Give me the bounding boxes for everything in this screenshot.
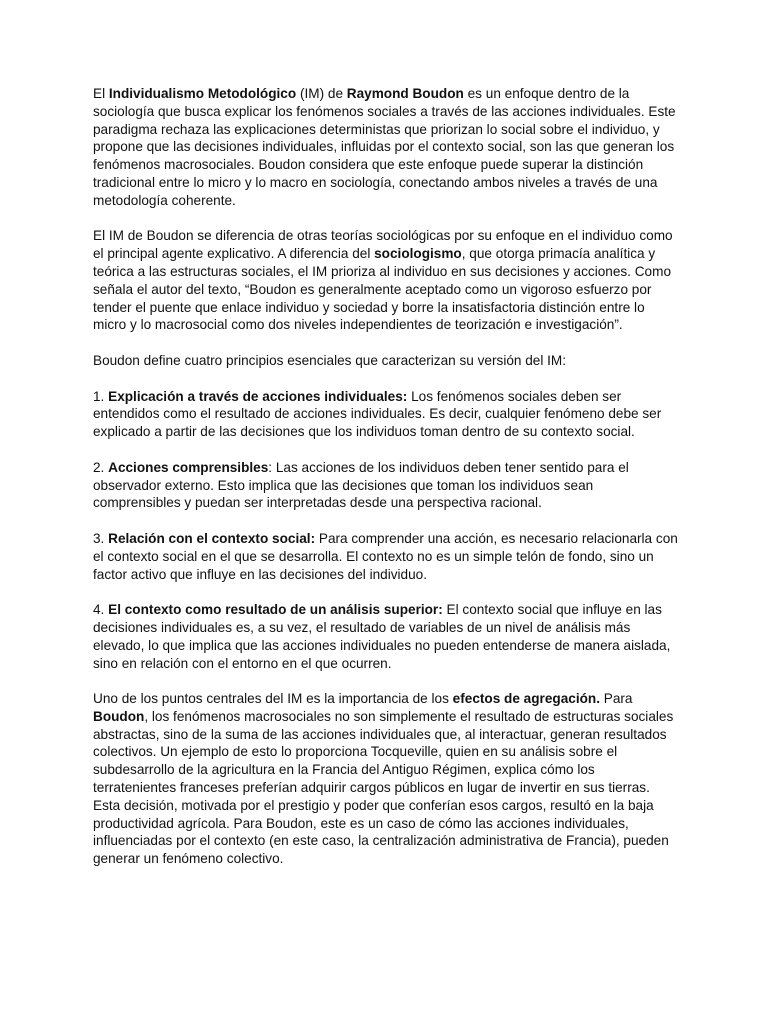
bold-term-efectos-agregacion: efectos de agregación.: [452, 691, 600, 707]
principle-title: El contexto como resultado de un análisis superior:: [108, 602, 443, 618]
principle-title: Relación con el contexto social:: [108, 530, 316, 546]
text-run: , que otorga primacía analítica y teórica a las estructuras sociales, el IM prioriza al individuo en sus decisiones y acciones. Como señala el autor del texto, “Boudon es generalmente aceptado como un vigoroso esfuerzo por tender el puente que enlace individuo y sociedad y borre la insatisfactoria distinción entre lo micro y lo macrosocial como dos niveles independientes de teorización e investigación”.: [93, 246, 671, 333]
text-run: Uno de los puntos centrales del IM es la importancia de los: [93, 691, 453, 707]
text-run: Boudon define cuatro principios esenciales que caracterizan su versión del IM:: [93, 352, 567, 368]
principle-number: 2.: [93, 459, 109, 475]
document-body: [93, 85, 678, 886]
bold-term-sociologismo: sociologismo: [374, 246, 462, 262]
principle-text: Los fenómenos sociales deben ser entendidos como el resultado de acciones individuales. Es decir, cualquier fenómeno debe ser explicado a partir de las decisiones que los individuos toman dentro de su contexto social.: [93, 388, 662, 440]
principle-text: El contexto social que influye en las decisiones individuales es, a su vez, el resultado de variables de un nivel de análisis más elevado, lo que implica que las acciones individuales no pueden entenderse de manera aislada, sino en relación con el entorno en el que ocurren.: [93, 602, 671, 671]
principle-item-4: [93, 601, 678, 672]
principle-title: Explicación a través de acciones individuales:: [108, 388, 408, 404]
bold-term-boudon: Boudon: [93, 708, 145, 724]
paragraph-intro: [93, 85, 678, 210]
text-run: El: [93, 86, 109, 101]
principle-text: : Las acciones de los individuos deben tener sentido para el observador externo. Esto implica que las decisiones que toman los individuos sean comprensibles y puedan ser interpretadas desde una perspectiva racional.: [93, 459, 629, 511]
principle-title: Acciones comprensibles: [108, 459, 269, 475]
text-run: Para: [600, 691, 633, 707]
principle-number: 4.: [93, 602, 109, 618]
paragraph-difference: [93, 227, 678, 334]
text-run: es un enfoque dentro de la sociología que busca explicar los fenómenos sociales a través de las acciones individuales. Este paradigma rechaza las explicaciones deterministas que priorizan lo social sobre el individuo, y propone que las decisiones individuales, influidas por el contexto social, son las que generan los fenómenos macrosociales. Boudon considera que este enfoque puede superar la distinción tradicional entre lo micro y lo macro en sociología, conectando ambos niveles a través de una metodología coherente.: [93, 86, 676, 208]
bold-term-individualismo: Individualismo Metodológico: [108, 86, 297, 101]
paragraph-aggregation: [93, 690, 678, 868]
principle-item-1: [93, 388, 678, 441]
principle-number: 1.: [93, 388, 109, 404]
text-run: (IM) de: [296, 86, 347, 101]
bold-term-raymond-boudon: Raymond Boudon: [346, 86, 464, 101]
paragraph-principles-intro: [93, 352, 678, 370]
principle-item-3: [93, 530, 678, 583]
text-run: , los fenómenos macrosociales no son simplemente el resultado de estructuras sociales abstractas, sino de la suma de las acciones individuales que, al interactuar, generan resultados colectivos. Un ejemplo de esto lo proporciona Tocqueville, quien en su análisis sobre el subdesarrollo de la agricultura en la Francia del Antiguo Régimen, explica cómo los terratenientes franceses preferían adquirir cargos públicos en lugar de invertir en sus tierras. Esta decisión, motivada por el prestigio y poder que conferían esos cargos, resultó en la baja productividad agrícola. Para Boudon, este es un caso de cómo las acciones individuales, influenciadas por el contexto (en este caso, la centralización administrativa de Francia), pueden generar un fenómeno colectivo.: [93, 708, 674, 867]
principle-item-2: [93, 459, 678, 512]
principle-number: 3.: [93, 530, 109, 546]
text-run: El IM de Boudon se diferencia de otras teorías sociológicas por su enfoque en el individuo como el principal agente explicativo. A diferencia del: [93, 228, 673, 262]
principle-text: Para comprender una acción, es necesario relacionarla con el contexto social en el que se desarrolla. El contexto no es un simple telón de fondo, sino un factor activo que influye en las decisiones del individuo.: [93, 530, 678, 582]
